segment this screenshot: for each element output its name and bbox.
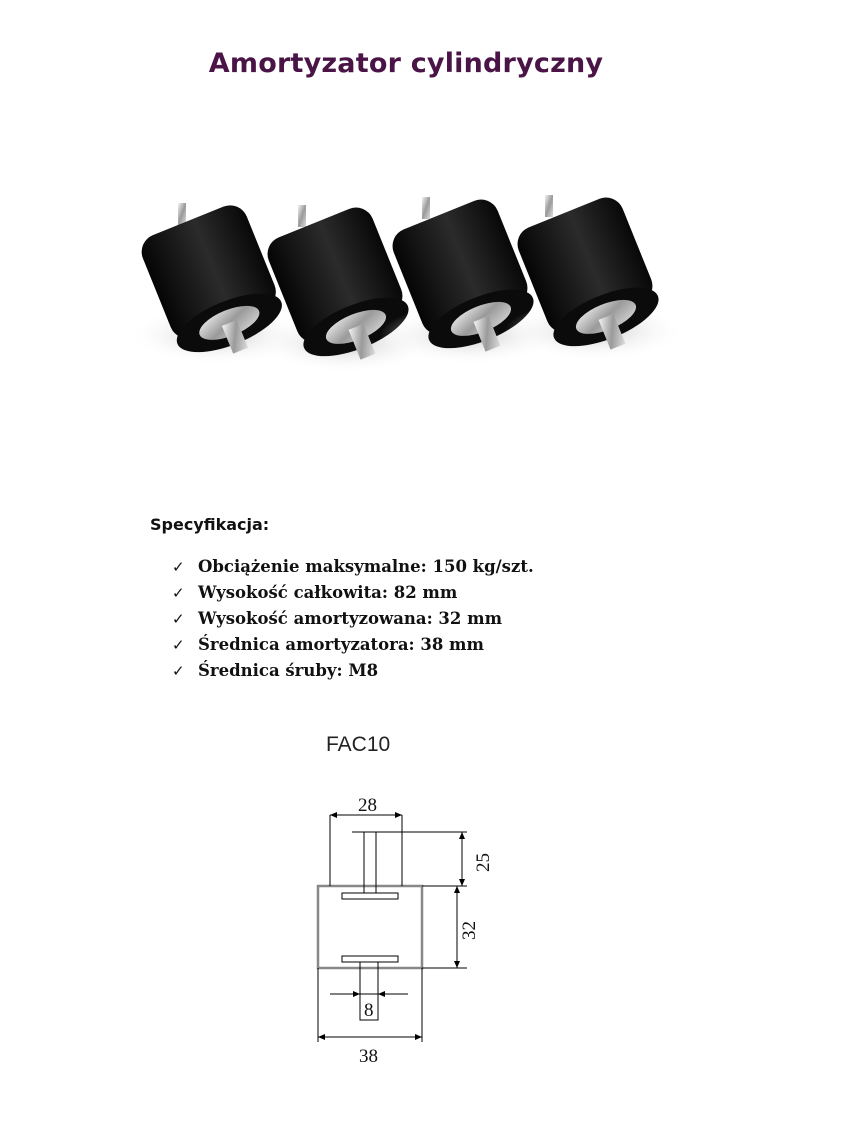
check-icon: ✓ — [172, 636, 185, 654]
spec-item-text: Średnica śruby: M8 — [198, 661, 379, 680]
mount-4 — [505, 192, 685, 367]
diagram-model-label: FAC10 — [326, 733, 391, 756]
spec-item — [172, 606, 534, 632]
spec-item — [172, 632, 534, 658]
spec-item — [172, 658, 534, 684]
product-photo — [130, 135, 720, 425]
dim-body-height: 32 — [459, 921, 480, 940]
dim-top-width: 28 — [358, 795, 377, 816]
dim-bolt-height: 25 — [473, 853, 494, 872]
page-title: Amortyzator cylindryczny — [208, 48, 604, 79]
dim-bolt-width: 8 — [364, 1000, 374, 1021]
spec-item-text: Wysokość amortyzowana: 32 mm — [198, 609, 503, 628]
check-icon: ✓ — [172, 610, 185, 628]
dim-body-width: 38 — [359, 1046, 378, 1067]
spec-item-text: Obciążenie maksymalne: 150 kg/szt. — [198, 557, 534, 576]
spec-item-text: Średnica amortyzatora: 38 mm — [198, 635, 484, 654]
technical-drawing — [300, 780, 520, 1080]
spec-item — [172, 554, 534, 580]
spec-list — [172, 554, 534, 684]
spec-item-text: Wysokość całkowita: 82 mm — [198, 583, 458, 602]
check-icon: ✓ — [172, 558, 185, 576]
check-icon: ✓ — [172, 584, 185, 602]
spec-item — [172, 580, 534, 606]
spec-heading: Specyfikacja: — [150, 515, 270, 534]
check-icon: ✓ — [172, 662, 185, 680]
